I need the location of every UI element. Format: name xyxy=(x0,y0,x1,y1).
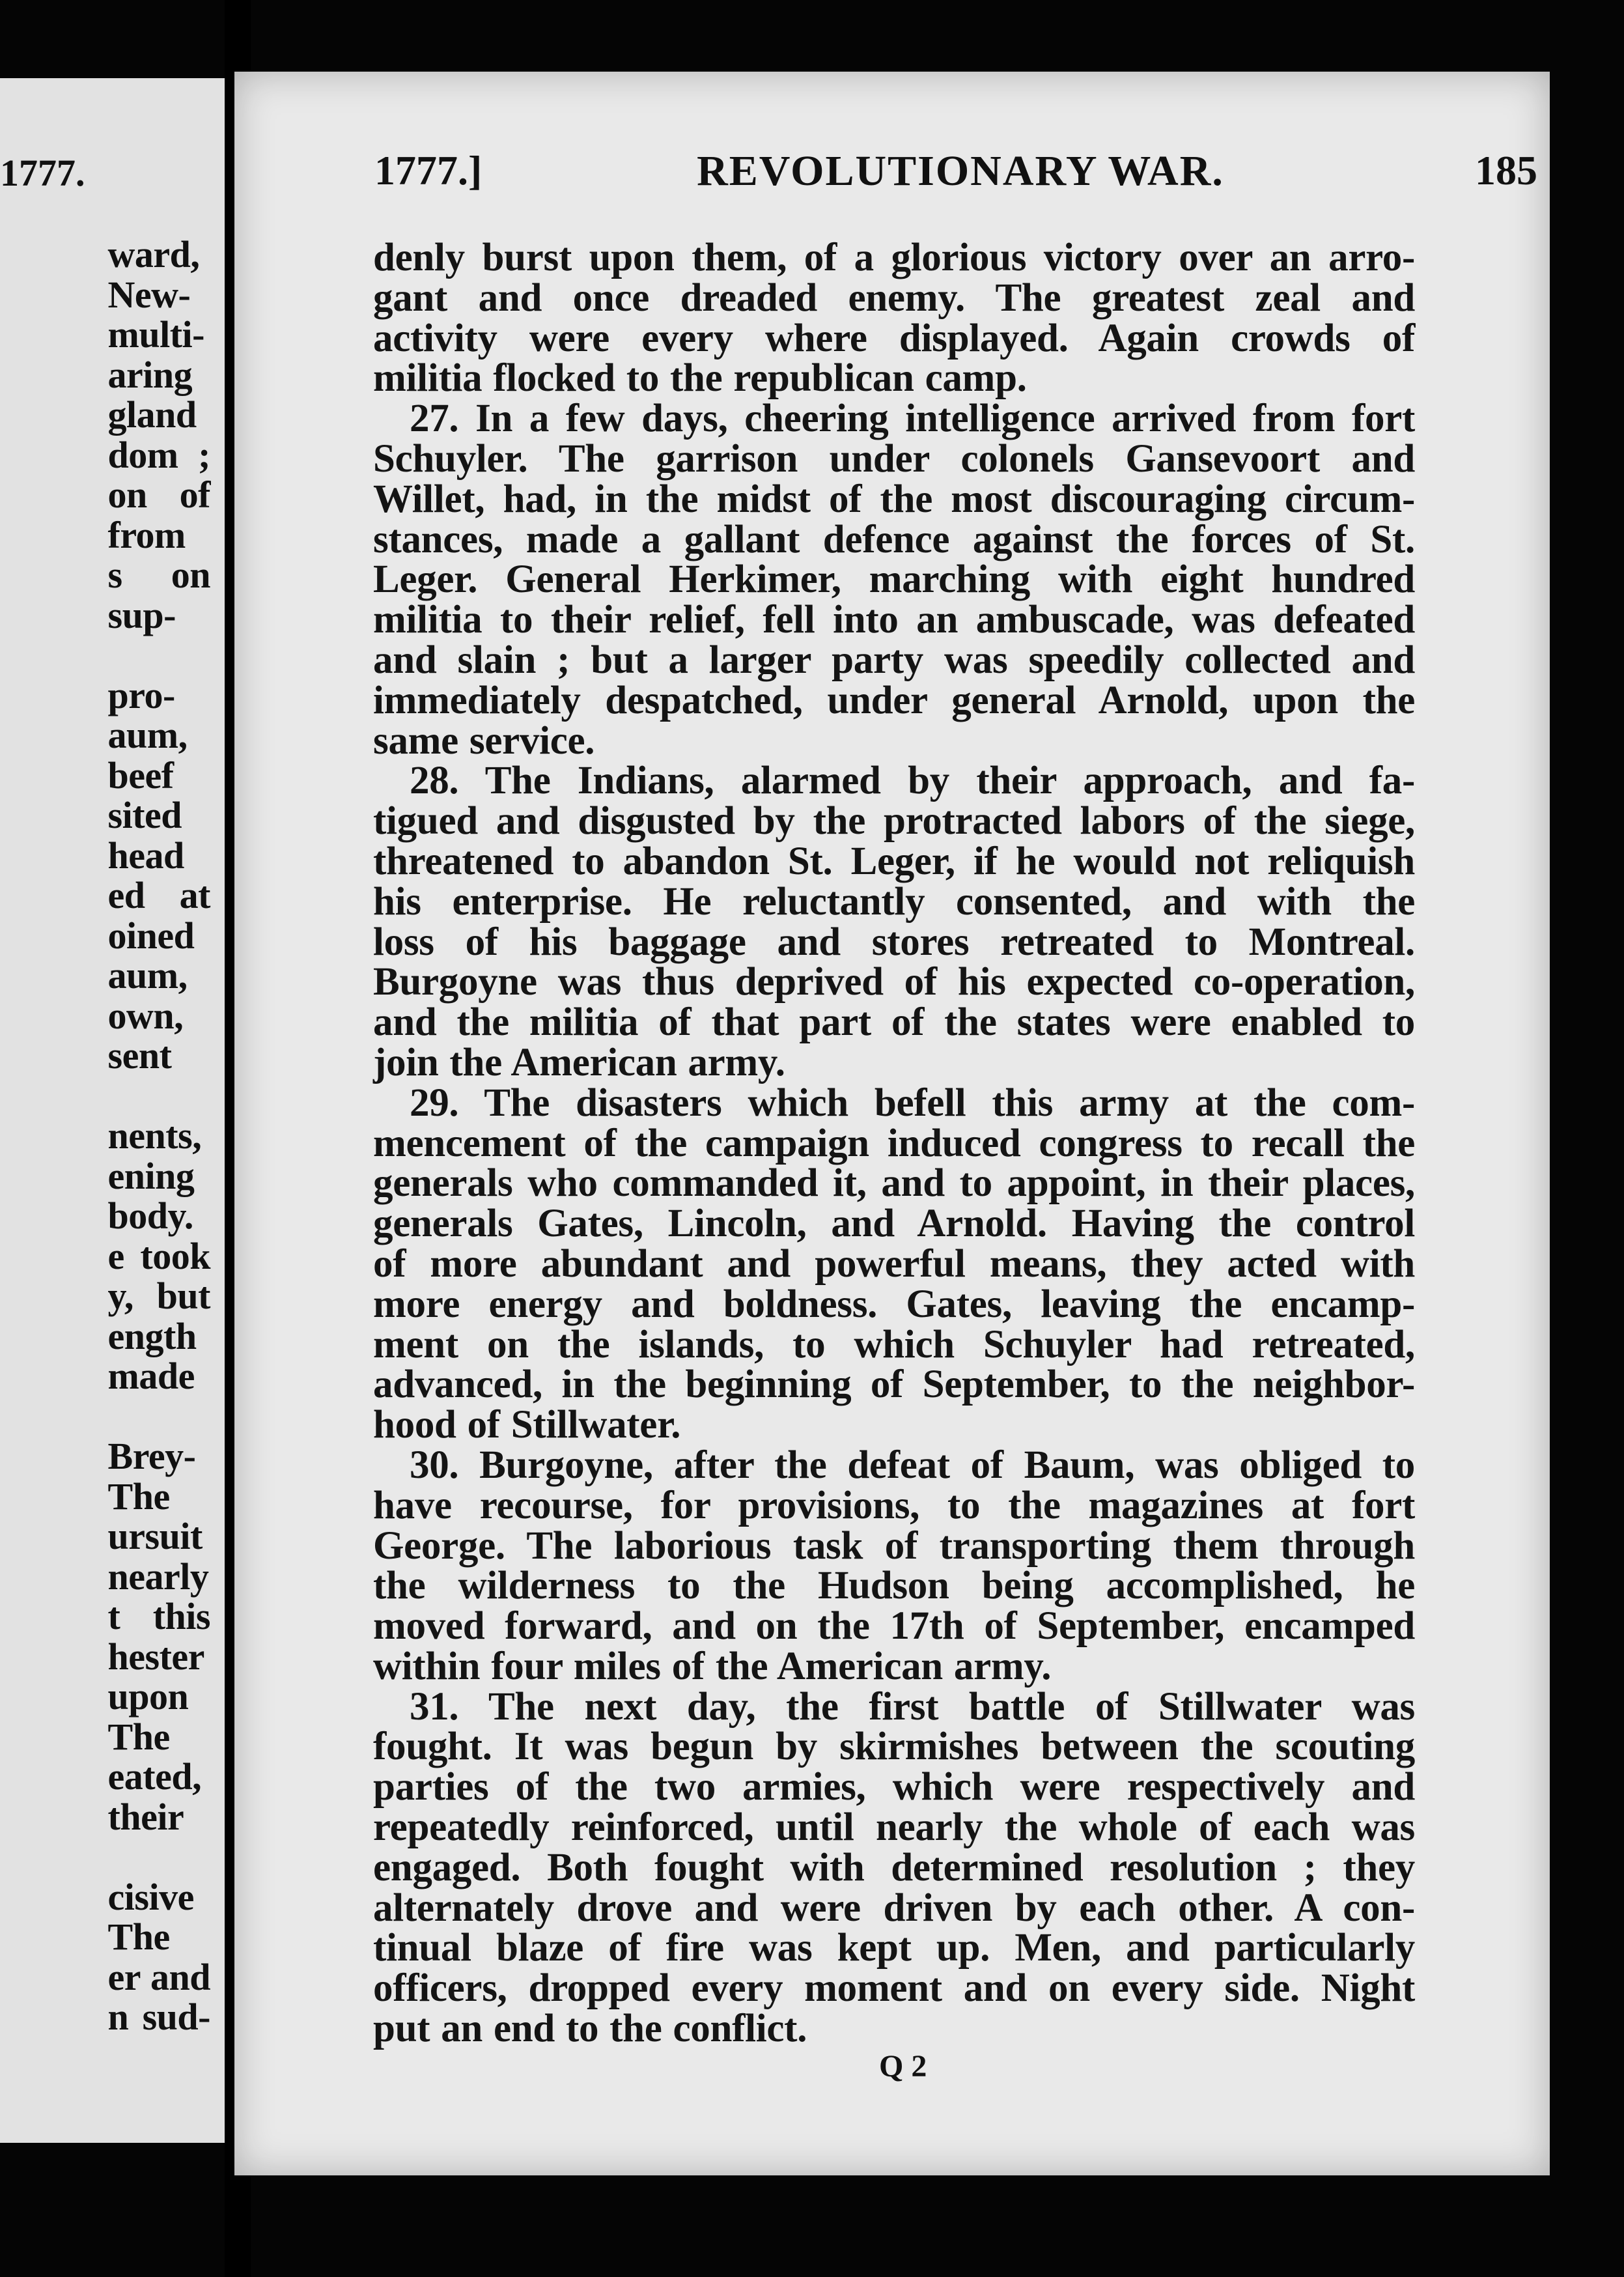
left-line-fragment: nearly xyxy=(107,1555,209,1598)
signature-mark: Q 2 xyxy=(879,2049,927,2084)
text-line: repeatedly reinforced, until nearly the whole of each was xyxy=(373,1805,1415,1850)
left-line-fragment: eated, xyxy=(107,1755,202,1798)
text-line: generals who commanded it, and to appoint, in their places, xyxy=(373,1161,1415,1206)
left-line-fragment: y, but xyxy=(107,1275,210,1317)
text-line: and the militia of that part of the states were enabled to xyxy=(373,1000,1415,1045)
text-line: militia to their relief, fell into an ambuscade, was defeated xyxy=(373,598,1415,642)
left-line-fragment: aum, xyxy=(107,954,188,997)
running-header xyxy=(374,147,1550,199)
text-line: George. The laborious task of transporting them through xyxy=(373,1523,1415,1568)
text-line: the wilderness to the Hudson being accomplished, he xyxy=(373,1564,1415,1608)
page-number: 185 xyxy=(1475,147,1537,193)
text-line: 30. Burgoyne, after the defeat of Baum, was obliged to xyxy=(410,1443,1415,1487)
left-line-fragment: body. xyxy=(107,1195,193,1237)
text-line: officers, dropped every moment and on every side. Night xyxy=(373,1966,1415,2011)
text-line: threatened to abandon St. Leger, if he would not reliquish xyxy=(373,839,1415,883)
left-line-fragment: sent xyxy=(107,1034,172,1077)
left-line-fragment: n sud- xyxy=(107,1996,210,2038)
left-line-fragment: The xyxy=(107,1475,170,1518)
left-line-fragment: The xyxy=(107,1715,170,1758)
text-line: have recourse, for provisions, to the magazines at fort xyxy=(373,1483,1415,1527)
left-line-fragment: ening xyxy=(107,1154,195,1197)
left-line-fragment xyxy=(108,1837,210,1877)
left-line-fragment: dom ; xyxy=(107,433,210,476)
text-line: alternately drove and were driven by each other. A con- xyxy=(373,1886,1415,1930)
left-line-fragment: gland xyxy=(107,393,197,436)
body-text xyxy=(373,238,1415,2049)
left-line-fragment: sup- xyxy=(107,593,176,636)
text-line: fought. It was begun by skirmishes between the scouting xyxy=(373,1725,1415,1769)
text-line: of more abundant and powerful means, they acted with xyxy=(373,1241,1415,1286)
left-line-fragment: er and xyxy=(107,1955,210,1998)
text-line: Willet, had, in the midst of the most discouraging circum- xyxy=(373,477,1415,521)
left-line-fragment: nents, xyxy=(107,1114,202,1157)
left-facing-page xyxy=(0,78,225,2143)
left-line-fragment xyxy=(108,1076,210,1116)
text-line: parties of the two armies, which were respectively and xyxy=(373,1765,1415,1809)
header-title: REVOLUTIONARY WAR. xyxy=(697,147,1224,195)
left-line-fragment: e took xyxy=(107,1234,210,1277)
text-line: and slain ; but a larger party was speedily collected and xyxy=(373,638,1415,682)
left-line-fragment: ength xyxy=(107,1314,197,1357)
text-line: tinual blaze of fire was kept up. Men, and particularly xyxy=(373,1926,1415,1970)
text-line: activity were every where displayed. Again crowds of xyxy=(373,316,1415,360)
text-line: advanced, in the beginning of September, to the neighbor- xyxy=(373,1363,1415,1407)
left-line-fragment: New- xyxy=(107,273,191,316)
left-line-fragment: beef xyxy=(107,754,174,797)
book-page xyxy=(234,72,1550,2175)
text-line: same service. xyxy=(373,718,595,763)
text-line: more energy and boldness. Gates, leaving the encamp- xyxy=(373,1282,1415,1326)
text-line: stances, made a gallant defence against the forces of St. xyxy=(373,517,1415,561)
text-line: moved forward, and on the 17th of September, encamped xyxy=(373,1604,1415,1648)
text-line: militia flocked to the republican camp. xyxy=(373,356,1027,401)
text-line: denly burst upon them, of a glorious victory over an arro- xyxy=(373,236,1415,279)
text-line: engaged. Both fought with determined resolution ; they xyxy=(373,1845,1415,1889)
text-line: loss of his baggage and stores retreated to Montreal. xyxy=(373,920,1415,964)
left-line-fragment: hester xyxy=(107,1635,204,1678)
text-line: hood of Stillwater. xyxy=(373,1403,681,1447)
left-line-fragment: Brey- xyxy=(107,1435,196,1477)
text-line: 29. The disasters which befell this army at the com- xyxy=(410,1081,1415,1125)
text-line: his enterprise. He reluctantly consented, and with the xyxy=(373,879,1415,924)
text-line: put an end to the conflict. xyxy=(373,2007,807,2051)
text-line: ment on the islands, to which Schuyler had retreated, xyxy=(373,1322,1415,1366)
text-line: tigued and disgusted by the protracted labors of the siege, xyxy=(373,799,1415,843)
text-line: 28. The Indians, alarmed by their approach, and fa- xyxy=(410,759,1415,803)
left-line-fragment: aum, xyxy=(107,714,188,756)
left-line-fragment: t this xyxy=(107,1595,210,1637)
text-line: 27. In a few days, cheering intelligence arrived from fort xyxy=(410,397,1415,441)
left-line-fragment: their xyxy=(107,1795,184,1838)
left-line-fragment: cisive xyxy=(107,1875,194,1918)
text-line: within four miles of the American army. xyxy=(373,1644,1052,1688)
left-line-fragment: oined xyxy=(107,914,195,957)
text-line: Burgoyne was thus deprived of his expected co-operation, xyxy=(373,960,1415,1004)
left-line-fragment: from xyxy=(107,513,186,556)
text-line: gant and once dreaded enemy. The greatest zeal and xyxy=(373,276,1415,320)
left-line-fragment xyxy=(108,635,210,675)
left-line-fragment: on of xyxy=(107,474,210,516)
text-line: 31. The next day, the first battle of Stillwater was xyxy=(410,1684,1415,1729)
left-line-fragment: The xyxy=(107,1916,170,1958)
text-line: immediately despatched, under general Arnold, upon the xyxy=(373,678,1415,722)
text-line: Schuyler. The garrison under colonels Gansevoort and xyxy=(373,436,1415,481)
left-line-fragment: ursuit xyxy=(107,1515,203,1557)
left-line-fragment: pro- xyxy=(107,673,175,716)
left-line-fragment: ward, xyxy=(107,233,200,276)
text-line: generals Gates, Lincoln, and Arnold. Having the control xyxy=(373,1202,1415,1246)
header-year: 1777.] xyxy=(374,147,483,193)
text-line: Leger. General Herkimer, marching with eight hundred xyxy=(373,558,1415,602)
left-line-fragment: s on xyxy=(107,554,210,596)
left-line-fragment: ed at xyxy=(107,874,210,916)
text-line: join the American army. xyxy=(373,1040,785,1084)
left-line-fragment: own, xyxy=(107,994,184,1037)
left-line-fragment: sited xyxy=(107,794,182,836)
left-line-fragment: multi- xyxy=(107,313,204,356)
left-line-fragment: head xyxy=(107,834,184,877)
left-line-fragment: aring xyxy=(107,353,193,396)
left-running-head: 1777. xyxy=(0,152,85,194)
text-line: mencement of the campaign induced congress to recall the xyxy=(373,1121,1415,1165)
left-line-fragment: made xyxy=(107,1355,195,1397)
left-page-line-endings xyxy=(108,234,210,2037)
left-line-fragment xyxy=(108,1396,210,1437)
left-line-fragment: upon xyxy=(107,1675,189,1718)
